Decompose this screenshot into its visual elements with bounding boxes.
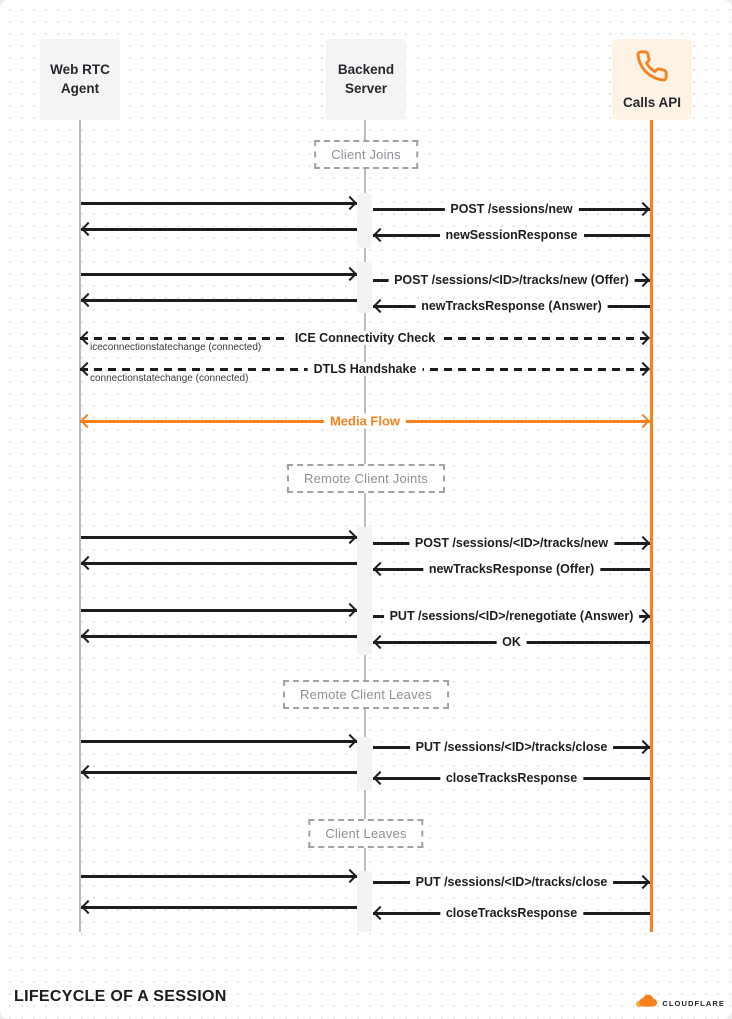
message-label: newTracksResponse (Offer): [423, 562, 600, 576]
message-arrow: [373, 875, 650, 890]
message-line: [81, 273, 357, 276]
arrowhead-left-icon: [373, 562, 387, 576]
arrowhead-left-icon: [373, 299, 387, 313]
arrowhead-right-icon: [343, 196, 357, 210]
activation-bar: [357, 871, 372, 932]
message-line: [81, 740, 357, 743]
message-arrow: [373, 202, 650, 217]
arrowhead-right-icon: [636, 273, 650, 287]
activation-bar: [357, 193, 372, 248]
message-label: closeTracksResponse: [440, 771, 583, 785]
arrowhead-right-icon: [343, 869, 357, 883]
phase-client-leaves: [308, 819, 423, 848]
message-label: ICE Connectivity Check: [289, 331, 441, 345]
message-arrow: [373, 228, 650, 243]
arrowhead-right-icon: [636, 875, 650, 889]
message-label: PUT /sessions/<ID>/tracks/close: [410, 875, 614, 889]
message-line: [81, 228, 357, 231]
arrowhead-left-icon: [81, 900, 95, 914]
message-arrow: [373, 609, 650, 624]
arrowhead-left-icon: [373, 228, 387, 242]
arrowhead-left-icon: [81, 629, 95, 643]
arrowhead-right-icon: [343, 267, 357, 281]
arrowhead-right-icon: [636, 536, 650, 550]
message-arrow: [373, 906, 650, 921]
phase-remote-client-joins: [287, 464, 445, 493]
phase-label: Client Joins: [331, 147, 401, 162]
phase-label: Client Leaves: [325, 826, 407, 841]
actor-web-rtc-agent: [40, 39, 120, 120]
phase-label: Remote Client Joints: [304, 471, 428, 486]
message-arrow: [373, 740, 650, 755]
message-label: DTLS Handshake: [308, 362, 423, 376]
message-label: POST /sessions/new: [444, 202, 578, 216]
activation-bar: [357, 737, 372, 790]
message-arrow-bidirectional: [80, 331, 650, 353]
arrowhead-right-icon: [636, 331, 650, 345]
phase-label: Remote Client Leaves: [300, 687, 432, 702]
message-line: [81, 202, 357, 205]
message-arrow: [373, 299, 650, 314]
message-label: POST /sessions/<ID>/tracks/new: [409, 536, 614, 550]
actor-calls-api: [612, 39, 692, 120]
lifeline-calls-api: [650, 119, 653, 932]
arrowhead-left-icon: [80, 414, 94, 428]
cloudflare-wordmark: CLOUDFLARE: [662, 998, 725, 1008]
message-label: newSessionResponse: [440, 228, 584, 242]
message-line: [81, 562, 357, 565]
actor-backend-server: [326, 39, 406, 120]
cloudflare-logo: [633, 992, 725, 1014]
message-line: [81, 875, 357, 878]
arrowhead-right-icon: [343, 530, 357, 544]
message-arrow-bidirectional: [80, 362, 650, 384]
media-flow-arrow: [80, 413, 650, 429]
actor-label: Backend Server: [337, 62, 395, 96]
arrowhead-left-icon: [373, 635, 387, 649]
message-line: [81, 906, 357, 909]
cloudflare-cloud-icon: [633, 992, 659, 1014]
arrowhead-left-icon: [81, 765, 95, 779]
message-label: PUT /sessions/<ID>/renegotiate (Answer): [384, 609, 640, 623]
phone-icon: [635, 49, 669, 88]
arrowhead-right-icon: [636, 362, 650, 376]
actor-label: Web RTC Agent: [50, 62, 110, 96]
arrowhead-left-icon: [81, 293, 95, 307]
message-label: Media Flow: [324, 414, 406, 429]
arrowhead-right-icon: [636, 202, 650, 216]
actor-label: Calls API: [622, 94, 682, 110]
activation-bar: [357, 527, 372, 655]
message-label: POST /sessions/<ID>/tracks/new (Offer): [388, 273, 635, 287]
message-arrow: [373, 562, 650, 577]
arrowhead-left-icon: [81, 556, 95, 570]
arrowhead-right-icon: [343, 734, 357, 748]
page-title: LIFECYCLE OF A SESSION: [14, 988, 227, 1005]
message-line: [81, 771, 357, 774]
message-label: PUT /sessions/<ID>/tracks/close: [410, 740, 614, 754]
arrowhead-left-icon: [373, 771, 387, 785]
arrowhead-right-icon: [343, 603, 357, 617]
lifeline-web-rtc: [79, 119, 81, 932]
arrowhead-right-icon: [636, 414, 650, 428]
message-arrow: [373, 771, 650, 786]
message-arrow: [373, 273, 650, 288]
message-arrow: [373, 536, 650, 551]
message-line: [81, 299, 357, 302]
message-sublabel: iceconnectionstatechange (connected): [90, 342, 262, 353]
arrowhead-left-icon: [373, 906, 387, 920]
message-line: [81, 609, 357, 612]
message-line: [81, 635, 357, 638]
phase-client-joins: [314, 140, 418, 169]
message-arrow: [373, 635, 650, 650]
message-line: [81, 536, 357, 539]
activation-bar: [357, 262, 372, 313]
message-label: newTracksResponse (Answer): [415, 299, 608, 313]
message-label: closeTracksResponse: [440, 906, 583, 920]
arrowhead-left-icon: [81, 222, 95, 236]
message-label: OK: [496, 635, 527, 649]
message-sublabel: connectionstatechange (connected): [90, 373, 249, 384]
phase-remote-client-leaves: [283, 680, 449, 709]
arrowhead-right-icon: [636, 740, 650, 754]
